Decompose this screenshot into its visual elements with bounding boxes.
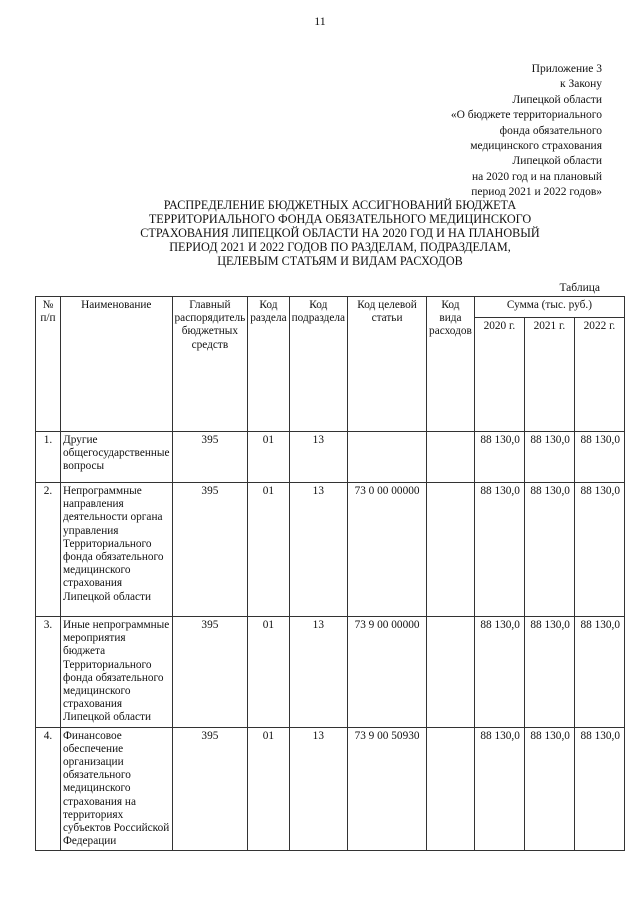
appendix-line: медицинского страхования bbox=[470, 140, 602, 153]
cell-kind bbox=[427, 483, 475, 617]
appendix-block bbox=[362, 62, 602, 201]
title-line: ЦЕЛЕВЫМ СТАТЬЯМ И ВИДАМ РАСХОДОВ bbox=[217, 254, 463, 268]
cell-num: 1. bbox=[36, 432, 61, 483]
cell-kind bbox=[427, 617, 475, 728]
cell-name: Финансовое обеспечение организации обязательного медицинского страхования на территориях субъектов Российской Федерации bbox=[61, 727, 173, 851]
header-admin: Главный распорядитель бюджетных средств bbox=[172, 297, 248, 432]
cell-section: 01 bbox=[248, 483, 289, 617]
header-target: Код целевой статьи bbox=[348, 297, 427, 432]
cell-admin: 395 bbox=[172, 727, 248, 851]
cell-admin: 395 bbox=[172, 483, 248, 617]
table-label: Таблица bbox=[559, 282, 600, 294]
header-section: Код раздела bbox=[248, 297, 289, 432]
cell-num: 3. bbox=[36, 617, 61, 728]
header-2022: 2022 г. bbox=[574, 318, 624, 432]
appendix-line: фонда обязательного bbox=[499, 124, 602, 137]
header-sum: Сумма (тыс. руб.) bbox=[474, 297, 624, 318]
cell-2020: 88 130,0 bbox=[474, 432, 524, 483]
table-row bbox=[36, 432, 625, 483]
page-number: 11 bbox=[314, 14, 326, 28]
cell-section: 01 bbox=[248, 617, 289, 728]
cell-target: 73 9 00 00000 bbox=[348, 617, 427, 728]
header-subsection: Код подраздела bbox=[289, 297, 347, 432]
cell-name: Иные непрограммные мероприятия бюджета Территориального фонда обязательного медицинского страхования Липецкой области bbox=[61, 617, 173, 728]
cell-admin: 395 bbox=[172, 432, 248, 483]
cell-2021: 88 130,0 bbox=[524, 483, 574, 617]
cell-admin: 395 bbox=[172, 617, 248, 728]
cell-target bbox=[348, 432, 427, 483]
cell-2021: 88 130,0 bbox=[524, 617, 574, 728]
appendix-line: Липецкой области bbox=[512, 155, 602, 168]
cell-kind bbox=[427, 432, 475, 483]
cell-target: 73 0 00 00000 bbox=[348, 483, 427, 617]
appendix-line: период 2021 и 2022 годов» bbox=[471, 186, 602, 199]
header-2020: 2020 г. bbox=[474, 318, 524, 432]
budget-table bbox=[35, 296, 625, 851]
cell-num: 2. bbox=[36, 483, 61, 617]
cell-2021: 88 130,0 bbox=[524, 727, 574, 851]
cell-section: 01 bbox=[248, 727, 289, 851]
cell-name: Непрограммные направления деятельности органа управления Территориального фонда обязательного медицинского страхования Липецкой области bbox=[61, 483, 173, 617]
header-2021: 2021 г. bbox=[524, 318, 574, 432]
cell-2022: 88 130,0 bbox=[574, 483, 624, 617]
cell-kind bbox=[427, 727, 475, 851]
cell-2022: 88 130,0 bbox=[574, 727, 624, 851]
header-num: № п/п bbox=[36, 297, 61, 432]
cell-subsection: 13 bbox=[289, 617, 347, 728]
cell-subsection: 13 bbox=[289, 727, 347, 851]
table-header-row bbox=[36, 297, 625, 318]
header-name: Наименование bbox=[61, 297, 173, 432]
cell-2022: 88 130,0 bbox=[574, 432, 624, 483]
cell-2021: 88 130,0 bbox=[524, 432, 574, 483]
table-row bbox=[36, 617, 625, 728]
title-line: СТРАХОВАНИЯ ЛИПЕЦКОЙ ОБЛАСТИ НА 2020 ГОД И НА ПЛАНОВЫЙ bbox=[140, 226, 540, 240]
appendix-line: «О бюджете территориального bbox=[450, 109, 602, 122]
cell-2020: 88 130,0 bbox=[474, 727, 524, 851]
cell-num: 4. bbox=[36, 727, 61, 851]
cell-2020: 88 130,0 bbox=[474, 617, 524, 728]
cell-2020: 88 130,0 bbox=[474, 483, 524, 617]
document-title bbox=[130, 198, 550, 268]
cell-subsection: 13 bbox=[289, 483, 347, 617]
header-kind: Код вида расходов bbox=[427, 297, 475, 432]
cell-subsection: 13 bbox=[289, 432, 347, 483]
appendix-line: Приложение 3 bbox=[531, 63, 602, 75]
title-line: ТЕРРИТОРИАЛЬНОГО ФОНДА ОБЯЗАТЕЛЬНОГО МЕДИЦИНСКОГО bbox=[148, 212, 532, 226]
title-line: РАСПРЕДЕЛЕНИЕ БЮДЖЕТНЫХ АССИГНОВАНИЙ БЮДЖЕТА bbox=[163, 198, 517, 212]
title-line: ПЕРИОД 2021 И 2022 ГОДОВ ПО РАЗДЕЛАМ, ПОДРАЗДЕЛАМ, bbox=[169, 240, 511, 254]
cell-name: Другие общегосударственные вопросы bbox=[61, 432, 173, 483]
appendix-line: к Закону bbox=[560, 78, 602, 91]
table-row bbox=[36, 727, 625, 851]
cell-2022: 88 130,0 bbox=[574, 617, 624, 728]
appendix-line: Липецкой области bbox=[512, 93, 602, 106]
cell-target: 73 9 00 50930 bbox=[348, 727, 427, 851]
appendix-line: на 2020 год и на плановый bbox=[472, 170, 602, 183]
table-row bbox=[36, 483, 625, 617]
cell-section: 01 bbox=[248, 432, 289, 483]
